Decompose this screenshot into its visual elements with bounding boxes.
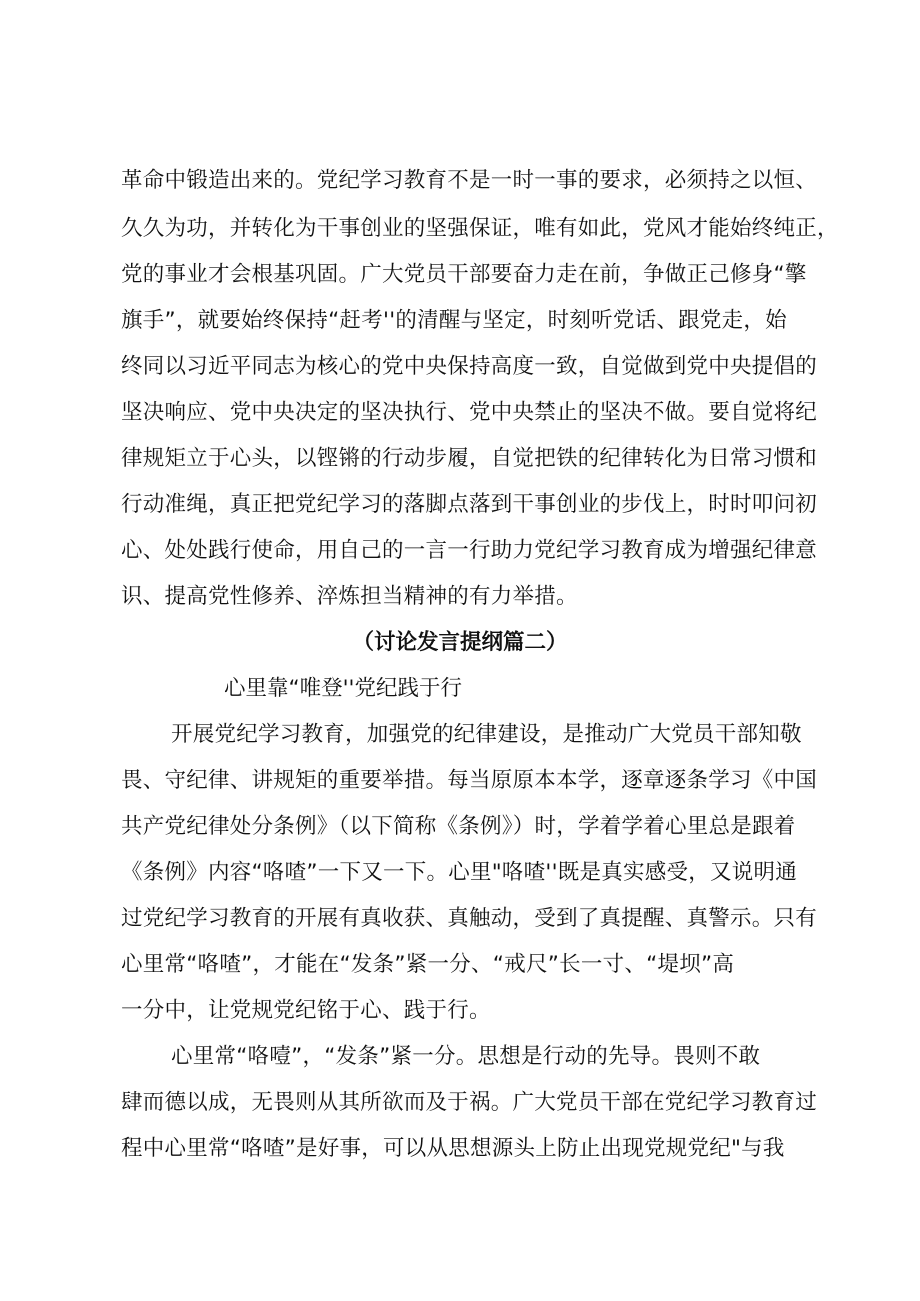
body-text-line: 行动准绳，真正把党纪学习的落脚点落到干事创业的步伐上，时时叩问初	[121, 492, 818, 517]
body-text-line: 旗手”，就要始终保持“赶考''的清醒与坚定，时刻听党话、跟党走，始	[121, 308, 787, 333]
body-text-line: 过党纪学习教育的开展有真收获、真触动，受到了真提醒、真警示。只有	[121, 906, 818, 931]
body-text-line: 识、提高党性修养、淬炼担当精神的有力举措。	[121, 584, 578, 609]
body-text-line: 一分中，让党规党纪铭于心、践于行。	[121, 998, 491, 1023]
body-text-line: 坚决响应、党中央决定的坚决执行、党中央禁止的坚决不做。要自觉将纪	[121, 400, 818, 425]
body-text-line: 《条例》内容“咯喳”一下又一下。心里"咯喳''既是真实感受，又说明通	[121, 860, 797, 885]
section-subtitle: 心里靠“唯登''党纪践于行	[224, 676, 462, 701]
paragraph-first-line: 开展党纪学习教育，加强党的纪律建设，是推动广大党员干部知敬	[171, 722, 802, 747]
body-text-line: 革命中锻造出来的。党纪学习教育不是一时一事的要求，必须持之以恒、	[121, 168, 818, 193]
body-text-line: 程中心里常“咯喳”是好事，可以从思想源头上防止出现党规党纪"与我	[121, 1136, 785, 1161]
body-text-line: 心里常“咯喳”，才能在“发条”紧一分、“戒尺”长一寸、“堤坝”高	[121, 952, 735, 977]
body-text-line: 久久为功，并转化为干事创业的坚强保证，唯有如此，党风才能始终纯正，	[121, 216, 839, 241]
body-text-line: 党的事业才会根基巩固。广大党员干部要奋力走在前，争做正己修身“擎	[121, 262, 807, 287]
body-text-line: 心、处处践行使命，用自己的一言一行助力党纪学习教育成为增强纪律意	[121, 538, 818, 563]
paragraph-first-line: 心里常“咯噎”，“发条”紧一分。思想是行动的先导。畏则不敢	[171, 1044, 761, 1069]
body-text-line: 共产党纪律处分条例》（以下简称《条例》）时，学着学着心里总是跟着	[121, 814, 796, 839]
section-heading: （讨论发言提纲篇二）	[352, 630, 568, 655]
body-text-line: 律规矩立于心头，以铿锵的行动步履，自觉把铁的纪律转化为日常习惯和	[121, 446, 818, 471]
body-text-line: 畏、守纪律、讲规矩的重要举措。每当原原本本学，逐章逐条学习《中国	[121, 768, 818, 793]
body-text-line: 肆而德以成，无畏则从其所欲而及于祸。广大党员干部在党纪学习教育过	[121, 1090, 818, 1115]
body-text-line: 终同以习近平同志为核心的党中央保持高度一致，自觉做到党中央提倡的	[121, 354, 818, 379]
